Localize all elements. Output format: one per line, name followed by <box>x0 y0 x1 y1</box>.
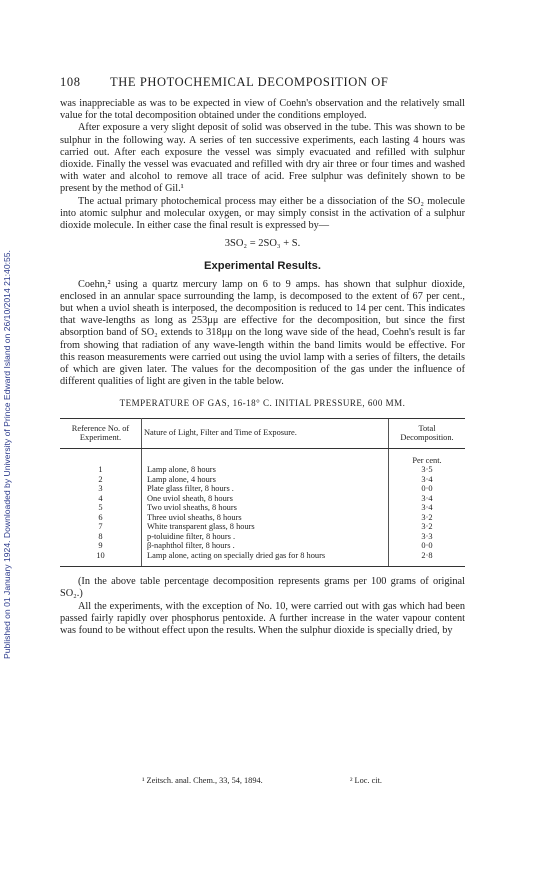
light-condition: Three uviol sheaths, 8 hours <box>147 512 242 522</box>
decomposition-value: 3·4 <box>389 494 466 504</box>
unit-label: Per cent. <box>389 448 466 465</box>
light-condition: Plate glass filter, 8 hours . <box>147 484 234 494</box>
experiment-number: 9 <box>60 541 142 551</box>
column-header: Nature of Light, Filter and Time of Exposure. <box>142 418 389 448</box>
table-caption: TEMPERATURE OF GAS, 16-18° C. INITIAL PRESSURE, 600 MM. <box>119 398 406 409</box>
paragraph: (In the above table percentage decomposition represents grams per 100 grams of original SO₂.) <box>60 576 465 600</box>
light-condition: One uviol sheath, 8 hours <box>147 493 233 503</box>
experiment-number: 10 <box>60 551 142 567</box>
light-condition: β-naphthol filter, 8 hours . <box>147 541 235 551</box>
light-condition: Lamp alone, 8 hours <box>147 465 216 475</box>
results-table <box>60 418 465 568</box>
table-row <box>60 513 465 523</box>
table-row <box>60 465 465 475</box>
table-row <box>60 551 465 567</box>
experiment-number: 1 <box>60 465 142 475</box>
equation: 3SO₂ = 2SO₃ + S. <box>224 238 301 250</box>
running-title: THE PHOTOCHEMICAL DECOMPOSITION OF <box>110 75 389 89</box>
page-body <box>60 98 465 637</box>
experiment-number: 3 <box>60 484 142 494</box>
decomposition-value: 3·4 <box>389 475 466 485</box>
paragraph: After exposure a very slight deposit of solid was observed in the tube. This was shown to be sulphur in the following way. A series of ten successive experiments, each lasting 4 hours was carried out. After each exposure the vessel was simply evacuated and refilled with sulphur dioxide. Finally the vessel was evacuated and refilled with dry air three or four times and washed with water and alcohol to remove all trace of acid. Free sulphur was definitely shown to be present by the method of Gil.¹ <box>60 122 465 195</box>
light-condition: Lamp alone, 4 hours <box>147 474 216 484</box>
decomposition-value: 2·8 <box>389 551 466 567</box>
footnote: ¹ Zeitsch. anal. Chem., 33, 54, 1894. <box>142 776 263 785</box>
table-body <box>60 448 465 567</box>
paragraph: The actual primary photochemical process may either be a dissociation of the SO₂ molecule into atomic sulphur and molecular oxygen, or may simply consist in the activation of a sulphur dioxide molecule. In either case the final result is expressed by— <box>60 195 465 232</box>
experiment-number: 8 <box>60 532 142 542</box>
decomposition-value: 3·5 <box>389 465 466 475</box>
light-condition: White transparent glass, 8 hours <box>147 522 255 532</box>
decomposition-value: 3·2 <box>389 522 466 532</box>
decomposition-value: 0·0 <box>389 541 466 551</box>
column-header: Reference No. of Experiment. <box>60 418 142 448</box>
decomposition-value: 3·4 <box>389 503 466 513</box>
footnote: ² Loc. cit. <box>350 776 382 785</box>
table-row <box>60 532 465 542</box>
table-row <box>60 484 465 494</box>
running-header <box>60 75 480 90</box>
table-row <box>60 475 465 485</box>
decomposition-value: 0·0 <box>389 484 466 494</box>
decomposition-value: 3·2 <box>389 513 466 523</box>
light-condition: p-toluidine filter, 8 hours . <box>147 531 236 541</box>
decomposition-value: 3·3 <box>389 532 466 542</box>
experiment-number: 4 <box>60 494 142 504</box>
light-condition: Lamp alone, acting on specially dried gas for 8 hours <box>142 551 389 567</box>
download-watermark: Published on 01 January 1924. Downloaded by University of Prince Edward Island on 26/10/2014 21:40:55. <box>2 250 12 660</box>
column-header: Total Decomposition. <box>389 418 466 448</box>
table-row <box>60 522 465 532</box>
experiment-number: 2 <box>60 475 142 485</box>
paragraph: Coehn,² using a quartz mercury lamp on 6 to 9 amps. has shown that sulphur dioxide, enclosed in an annular space surrounding the lamp, is decomposed to the extent of 67 per cent., but when a uviol sheath is interposed, the decomposition is reduced to 14 per cent. This indicates that wave-lengths as long as 253μμ are effective for the decomposition, but since the first absorption band of SO₂ extends to 318μμ on the long wave side of the head, Coehn's result is far from showing that radiation of any wave-length within the band limits would be effective. For this reason measurements were carried out using the uviol lamp with a series of filters, the details of which are given later. The values for the decomposition of the gas under the influence of different qualities of light are given in the table below. <box>60 278 465 388</box>
light-condition: Two uviol sheaths, 8 hours <box>147 503 237 513</box>
section-title: Experimental Results. <box>204 260 321 273</box>
table-row <box>60 494 465 504</box>
page-number: 108 <box>60 75 81 89</box>
experiment-number: 7 <box>60 522 142 532</box>
table-row <box>60 503 465 513</box>
experiment-number: 5 <box>60 503 142 513</box>
table-row <box>60 541 465 551</box>
paragraph: was inappreciable as was to be expected in view of Coehn's observation and the relatively small value for the total decomposition obtained under the conditions employed. <box>60 98 465 122</box>
paragraph: All the experiments, with the exception of No. 10, were carried out with gas which had been passed fairly rapidly over phosphorus pentoxide. A further increase in the water vapour content was found to be without effect upon the results. When the sulphur dioxide is specially dried, by <box>60 600 465 636</box>
experiment-number: 6 <box>60 513 142 523</box>
